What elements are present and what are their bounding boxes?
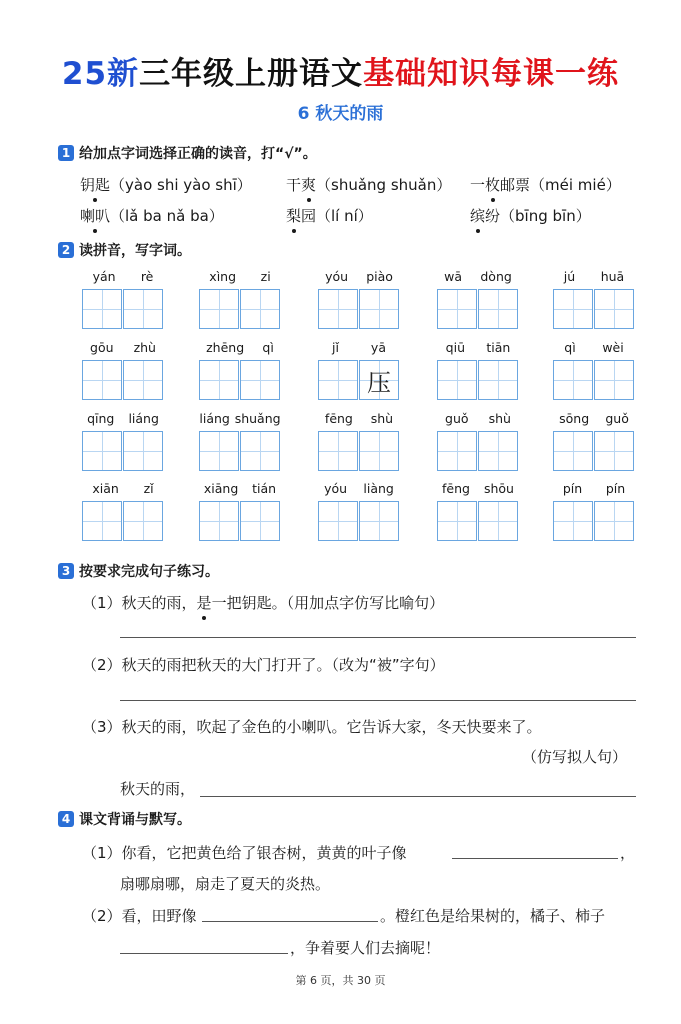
pinyin-syllable: qì [262, 340, 274, 355]
pinyin-syllable: piào [366, 269, 393, 284]
tianzige-pair [437, 431, 519, 472]
title-part-number: 25新 [61, 56, 140, 92]
lesson-title: 6 秋天的雨 [297, 104, 384, 124]
pinyin-word-group [316, 269, 402, 333]
question-3-answer-start: 秋天的雨， [120, 780, 196, 798]
pinyin-word-group [435, 269, 521, 333]
pinyin-syllable: fēng [442, 481, 470, 496]
written-character [241, 361, 279, 399]
section1-instruction: 给加点字词选择正确的读音，打“√”。 [79, 146, 317, 162]
tianzige-cell[interactable] [82, 289, 122, 329]
pinyin-labels [435, 481, 521, 499]
recitation-punct: ， [620, 844, 636, 862]
pinyin-syllable: liàng [363, 481, 394, 496]
written-character [200, 290, 238, 328]
tianzige-pair [553, 289, 635, 330]
pinyin-word-group [316, 340, 402, 404]
pinyin-choice-item[interactable]: 缤纷（bīng bīn） [470, 207, 591, 225]
sentence-question-3: （3）秋天的雨，吹起了金色的小喇叭。它告诉大家，冬天快要来了。 [82, 718, 542, 736]
tianzige-pair [437, 289, 519, 330]
written-character [554, 361, 592, 399]
section2-instruction: 读拼音，写字词。 [79, 243, 191, 259]
tianzige-cell[interactable] [359, 431, 399, 471]
pinyin-syllable: qì [564, 340, 576, 355]
tianzige-pair [82, 360, 164, 401]
tianzige-cell[interactable] [437, 431, 477, 471]
section3-instruction: 按要求完成句子练习。 [79, 564, 219, 580]
pinyin-word-group [551, 411, 637, 475]
pinyin-word-group [80, 340, 166, 404]
pinyin-labels [435, 269, 521, 287]
title-part-topic: 基础知识每课一练 [363, 56, 620, 92]
tianzige-cell[interactable] [82, 360, 122, 400]
written-character [124, 502, 162, 540]
written-character [319, 502, 357, 540]
tianzige-cell[interactable] [437, 289, 477, 329]
pinyin-word-group [80, 481, 166, 545]
tianzige-cell[interactable] [478, 360, 518, 400]
pinyin-labels [316, 481, 402, 499]
written-character [319, 432, 357, 470]
written-character [83, 502, 121, 540]
tianzige-cell[interactable] [318, 360, 358, 400]
tianzige-cell[interactable] [82, 501, 122, 541]
written-character [124, 432, 162, 470]
pinyin-labels [80, 411, 166, 429]
tianzige-cell[interactable] [553, 289, 593, 329]
pinyin-word-group [435, 411, 521, 475]
tianzige-pair [199, 501, 281, 542]
recitation-question-1: （1）你看，它把黄色给了银杏树，黄黄的叶子像 [82, 844, 407, 862]
pinyin-syllable: zhù [133, 340, 156, 355]
pinyin-syllable: xìng [209, 269, 237, 284]
recitation-question-2-end: ，争着要人们去摘呢！ [290, 939, 441, 957]
tianzige-cell[interactable] [437, 360, 477, 400]
pinyin-labels [551, 481, 637, 499]
tianzige-pair [82, 501, 164, 542]
pinyin-word-group [197, 481, 283, 545]
pinyin-syllable: pín [605, 481, 626, 496]
tianzige-pair [199, 289, 281, 330]
pinyin-word-group [551, 269, 637, 333]
pinyin-syllable: tián [252, 481, 277, 496]
tianzige-cell[interactable] [318, 431, 358, 471]
tianzige-cell[interactable] [359, 289, 399, 329]
dotted-word: 枚 [485, 176, 501, 194]
tianzige-pair [437, 360, 519, 401]
written-character [479, 502, 517, 540]
pinyin-labels [435, 411, 521, 429]
written-character [319, 361, 357, 399]
pinyin-choice-item[interactable]: 喇叭（lǎ ba nǎ ba） [80, 207, 224, 225]
section2-heading [58, 240, 191, 260]
recitation-question-1-cont: 扇哪扇哪，扇走了夏天的炎热。 [120, 875, 331, 893]
tianzige-cell[interactable] [553, 360, 593, 400]
pinyin-labels [551, 411, 637, 429]
pinyin-syllable: rè [140, 269, 154, 284]
written-character [124, 361, 162, 399]
pinyin-labels [316, 269, 402, 287]
pinyin-syllable: yán [92, 269, 116, 284]
written-character [438, 502, 476, 540]
sentence-question-2: （2）秋天的雨把秋天的大门打开了。（改为“被”字句） [82, 656, 445, 674]
pinyin-syllable: jǐ [331, 340, 339, 355]
pinyin-labels [197, 481, 283, 499]
pinyin-syllable: shù [488, 411, 511, 426]
written-character [241, 432, 279, 470]
pinyin-syllable: shōu [483, 481, 514, 496]
written-character [438, 361, 476, 399]
dotted-word: 喇叭 [80, 207, 111, 225]
section4-number-badge: 4 [58, 811, 74, 827]
tianzige-cell[interactable] [318, 501, 358, 541]
tianzige-pair [199, 360, 281, 401]
pinyin-syllable: liáng [199, 411, 230, 426]
written-character [83, 361, 121, 399]
tianzige-pair [553, 360, 635, 401]
pinyin-word-group [197, 411, 283, 475]
written-character [595, 290, 633, 328]
written-character [595, 502, 633, 540]
pinyin-word-group [435, 481, 521, 545]
tianzige-cell[interactable] [478, 289, 518, 329]
pinyin-syllable: dòng [480, 269, 512, 284]
written-character [554, 502, 592, 540]
pinyin-syllable: yóu [325, 269, 349, 284]
dotted-word: 缤 [470, 207, 486, 225]
written-character [554, 432, 592, 470]
pinyin-labels [80, 269, 166, 287]
tianzige-cell[interactable] [240, 431, 280, 471]
pinyin-syllable: huā [600, 269, 625, 284]
written-character [595, 361, 633, 399]
written-character [241, 290, 279, 328]
pinyin-syllable: zhēng [206, 340, 245, 355]
pinyin-word-group [197, 269, 283, 333]
pinyin-labels [80, 340, 166, 358]
tianzige-cell[interactable] [478, 431, 518, 471]
tianzige-cell[interactable] [359, 501, 399, 541]
sentence-question-1: （1）秋天的雨，是一把钥匙。（用加点字仿写比喻句） [82, 594, 445, 612]
pinyin-word-group [316, 411, 402, 475]
tianzige-cell[interactable] [82, 431, 122, 471]
tianzige-cell[interactable] [240, 360, 280, 400]
written-character [241, 502, 279, 540]
page-footer: 第 6 页，共 30 页 [295, 974, 386, 987]
section3-number-badge: 3 [58, 563, 74, 579]
tianzige-cell[interactable] [199, 289, 239, 329]
pinyin-labels [197, 411, 283, 429]
tianzige-cell[interactable] [240, 289, 280, 329]
pinyin-syllable: guǒ [445, 411, 469, 426]
pinyin-word-group [435, 340, 521, 404]
pinyin-syllable: fēng [324, 411, 353, 426]
tianzige-pair [318, 360, 400, 401]
pinyin-syllable: zi [260, 269, 271, 284]
fill-blank-line[interactable] [120, 953, 288, 954]
pinyin-syllable: zǐ [143, 481, 154, 496]
recitation-question-2-mid: 。橙红色是给果树的，橘子、柿子 [380, 907, 606, 925]
written-character [83, 432, 121, 470]
pinyin-syllable: yóu [324, 481, 348, 496]
pinyin-labels [316, 411, 402, 429]
pinyin-word-group [551, 340, 637, 404]
dotted-word: 爽 [301, 176, 317, 194]
section2-number-badge: 2 [58, 242, 74, 258]
pinyin-syllable: guǒ [605, 411, 629, 426]
written-character: 压 [367, 368, 391, 397]
pinyin-syllable: liáng [128, 411, 159, 426]
tianzige-pair [437, 501, 519, 542]
pinyin-choice-item[interactable]: 钥匙（yào shi yào shī） [80, 176, 252, 194]
written-character [360, 502, 398, 540]
pinyin-word-group [551, 481, 637, 545]
pinyin-syllable: xiān [92, 481, 119, 496]
pinyin-syllable: sōng [559, 411, 590, 426]
written-character [595, 432, 633, 470]
section1-heading [58, 143, 317, 163]
tianzige-pair [82, 289, 164, 330]
tianzige-cell[interactable] [594, 431, 634, 471]
written-character [360, 432, 398, 470]
pinyin-syllable: wèi [602, 340, 624, 355]
written-character [200, 502, 238, 540]
dotted-word: 钥匙 [80, 176, 111, 194]
answer-line[interactable] [200, 796, 636, 797]
title-part-grade: 三年级上册语文 [139, 56, 364, 92]
tianzige-cell[interactable] [594, 289, 634, 329]
pinyin-labels [197, 340, 283, 358]
fill-blank-line[interactable] [452, 858, 618, 859]
pinyin-labels [197, 269, 283, 287]
answer-line[interactable] [120, 700, 636, 701]
tianzige-cell[interactable] [123, 431, 163, 471]
tianzige-pair [318, 431, 400, 472]
pinyin-choice-item[interactable]: 梨园（lí ní） [286, 207, 373, 225]
written-character [479, 290, 517, 328]
pinyin-syllable: yā [370, 340, 386, 355]
pinyin-syllable: xiāng [203, 481, 239, 496]
dotted-word: 是 [196, 594, 212, 612]
pinyin-syllable: jú [563, 269, 576, 284]
tianzige-cell[interactable] [123, 360, 163, 400]
pinyin-labels [316, 340, 402, 358]
written-character [479, 361, 517, 399]
tianzige-pair [199, 431, 281, 472]
pinyin-word-group [316, 481, 402, 545]
question-3-hint: （仿写拟人句） [522, 748, 628, 766]
written-character [438, 432, 476, 470]
pinyin-labels [551, 269, 637, 287]
pinyin-word-group [80, 411, 166, 475]
pinyin-syllable: wā [444, 269, 463, 284]
pinyin-word-group [80, 269, 166, 333]
tianzige-cell[interactable] [594, 360, 634, 400]
pinyin-labels [80, 481, 166, 499]
written-character [319, 290, 357, 328]
pinyin-choice-item[interactable]: 干爽（shuǎng shuǎn） [286, 176, 452, 194]
tianzige-pair [318, 289, 400, 330]
pinyin-syllable: shuǎng [234, 411, 281, 426]
written-character [360, 290, 398, 328]
tianzige-cell[interactable] [199, 360, 239, 400]
tianzige-cell[interactable] [123, 289, 163, 329]
section1-number-badge: 1 [58, 145, 74, 161]
tianzige-pair [553, 501, 635, 542]
tianzige-cell[interactable] [359, 360, 399, 400]
fill-blank-line[interactable] [202, 921, 378, 922]
tianzige-cell[interactable] [594, 501, 634, 541]
pinyin-syllable: qiū [445, 340, 466, 355]
tianzige-cell[interactable] [437, 501, 477, 541]
tianzige-cell[interactable] [199, 431, 239, 471]
pinyin-labels [435, 340, 521, 358]
written-character [438, 290, 476, 328]
page-title [0, 48, 681, 93]
pinyin-syllable: tiān [486, 340, 511, 355]
pinyin-syllable: qīng [87, 411, 115, 426]
written-character [200, 361, 238, 399]
section4-heading [58, 809, 191, 829]
section4-instruction: 课文背诵与默写。 [79, 812, 191, 828]
recitation-question-2: （2）看，田野像 [82, 907, 197, 925]
tianzige-cell[interactable] [240, 501, 280, 541]
pinyin-choice-item[interactable]: 一枚邮票（méi mié） [470, 176, 621, 194]
tianzige-pair [82, 431, 164, 472]
tianzige-pair [553, 431, 635, 472]
answer-line[interactable] [120, 637, 636, 638]
section3-heading [58, 561, 219, 581]
written-character [554, 290, 592, 328]
written-character [124, 290, 162, 328]
tianzige-cell[interactable] [478, 501, 518, 541]
pinyin-syllable: shù [370, 411, 394, 426]
written-character [479, 432, 517, 470]
tianzige-pair [318, 501, 400, 542]
pinyin-word-group [197, 340, 283, 404]
written-character [83, 290, 121, 328]
tianzige-cell[interactable] [318, 289, 358, 329]
dotted-word: 梨 [286, 207, 302, 225]
tianzige-cell[interactable] [199, 501, 239, 541]
tianzige-cell[interactable] [553, 431, 593, 471]
tianzige-cell[interactable] [553, 501, 593, 541]
pinyin-labels [551, 340, 637, 358]
written-character [200, 432, 238, 470]
tianzige-cell[interactable] [123, 501, 163, 541]
pinyin-syllable: gōu [90, 340, 114, 355]
pinyin-syllable: pín [562, 481, 583, 496]
